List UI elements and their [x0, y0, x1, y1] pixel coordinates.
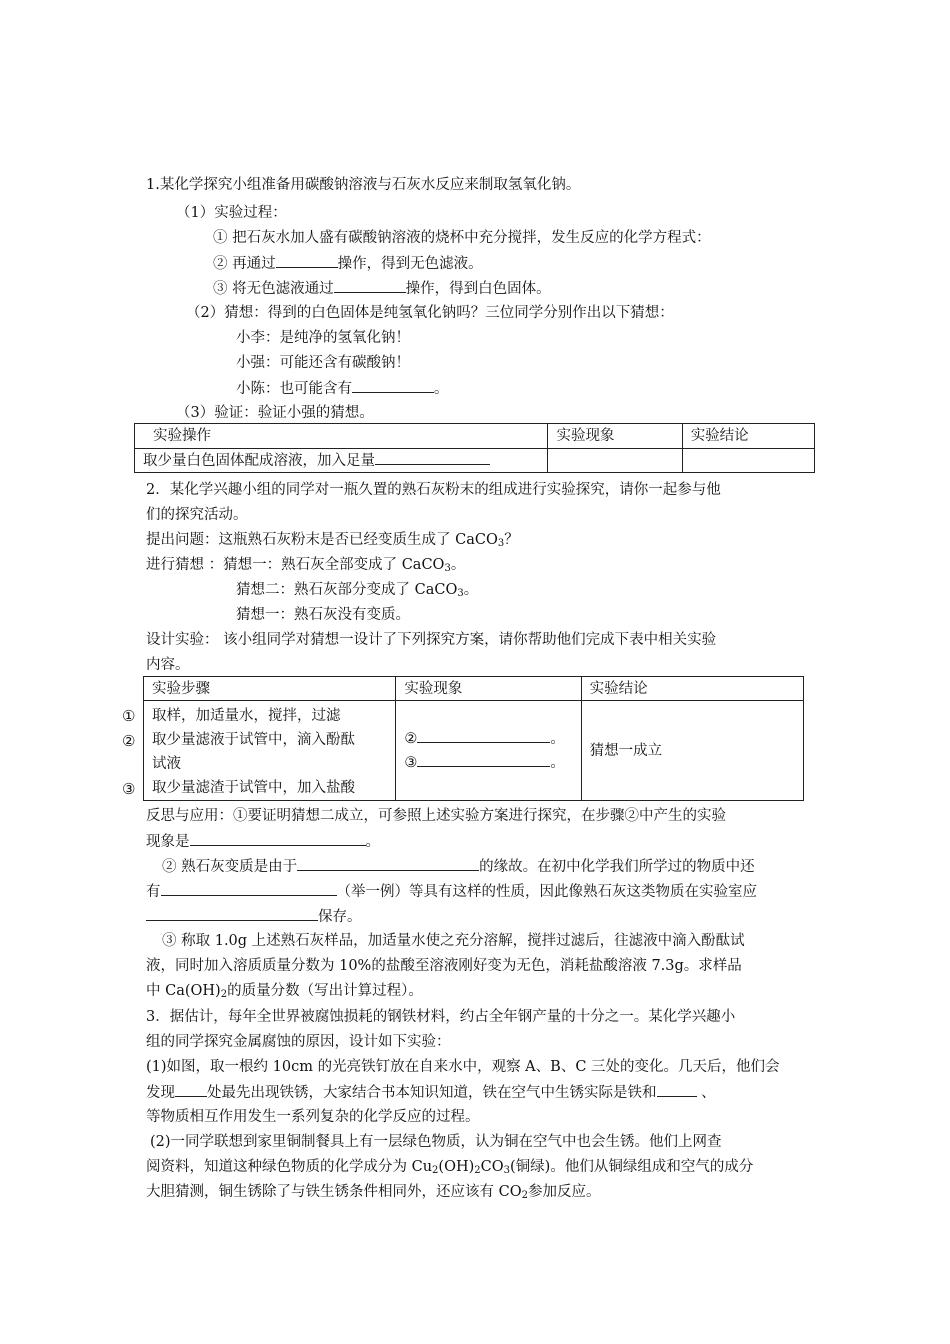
q2-r3-sub: 2	[220, 989, 228, 1000]
q2-question-mark: ？	[504, 532, 519, 548]
q2-guess2	[236, 580, 478, 604]
q2-reflect-line1: 反思与应用：①要证明猜想二成立，可参照上述实验方案进行探究，在步骤②中产生的实验	[146, 808, 726, 824]
q2-table-steps-cell	[144, 701, 396, 801]
q2-phenomenon-num-2: ②	[404, 730, 418, 747]
q1-step3	[213, 278, 551, 299]
q3-part2-line1: (2)一同学联想到家里铜制餐具上有一层绿色物质，认为铜在空气中也会生锈。他们上网查	[150, 1134, 722, 1150]
q3-p2-sub-b: 2	[474, 1165, 481, 1176]
q1-step1: ① 把石灰水加人盛有碳酸钠溶液的烧杯中充分搅拌，发生反应的化学方程式：	[213, 230, 711, 246]
q2-table-header-conclusion: 实验结论	[581, 677, 803, 701]
q2-r2-text-b: 的缘故。在初中化学我们所学过的物质中还	[479, 859, 755, 875]
q1-table-header-conclusion: 实验结论	[682, 424, 814, 449]
q2-r2-blank-2[interactable]	[161, 881, 337, 896]
q3-intro-line1: 3．据估计，每年全世界被腐蚀损耗的钢铁材料，约占全年钢产量的十分之一。某化学兴趣小	[146, 1009, 736, 1025]
q2-phenomenon-num-3: ③	[404, 754, 418, 771]
q3-p2-sub-c: 3	[503, 1165, 511, 1176]
q2-table-conclusion-cell: 猜想一成立	[581, 701, 803, 801]
q2-phenomenon-blank-2[interactable]	[417, 728, 550, 743]
q2-r2-text-e: 保存。	[318, 909, 362, 925]
q2-r3-line3	[146, 981, 423, 1005]
q3-p2-sub-d: 2	[521, 1190, 528, 1201]
q2-step-1: 取样，加适量水，搅拌，过滤	[152, 708, 341, 724]
q3-intro-line2: 组的同学探究金属腐蚀的原因，设计如下实验：	[146, 1034, 451, 1050]
q3-p2-text-d: (铜绿)。他们从铜绿组成和空气的成分	[510, 1159, 754, 1175]
q1-chen-blank[interactable]	[352, 378, 434, 393]
q3-part1-line2	[146, 1082, 716, 1103]
q2-r2-blank-3[interactable]	[146, 906, 318, 921]
q2-guess1-text: 进行猜想 ：猜想一：熟石灰全部变成了 CaCO	[146, 557, 445, 573]
q2-guess2-text: 猜想二：熟石灰部分变成了 CaCO	[236, 582, 458, 598]
q2-intro-line2: 们的探究活动。	[146, 507, 248, 523]
q2-phenomenon-line-2	[404, 727, 572, 751]
q2-reflect2-text: 现象是	[146, 834, 190, 850]
q2-step-number-3: ③	[122, 780, 136, 798]
q2-reflect-blank[interactable]	[190, 831, 366, 846]
q3-p2-text-f: 参加反应。	[527, 1184, 601, 1200]
q1-table-row-conclusion[interactable]	[682, 449, 814, 473]
q3-p1-text-b: 处最先出现铁锈，大家结合书本知识知道，铁在空气中生锈实际是铁和	[207, 1085, 657, 1101]
q2-phenomenon-line-3	[404, 751, 572, 775]
q1-step2-text-b: 操作，得到无色滤液。	[337, 256, 483, 272]
q1-step3-blank[interactable]	[334, 278, 406, 293]
q2-design-line2: 内容。	[146, 657, 190, 673]
q2-reflect2-end: 。	[365, 834, 380, 850]
q1-guess-li: 小李：是纯净的氢氧化钠！	[236, 330, 410, 346]
q1-guess-qiang: 小强：可能还含有碳酸钠！	[236, 355, 410, 371]
q2-question-sub: 3	[497, 538, 505, 549]
q3-p1-text-a: 发现	[146, 1085, 175, 1101]
q2-r3-line1: ③ 称取 1.0g 上述熟石灰样品，加适量水使之充分溶解，搅拌过滤后，往滤液中滴入酚酞试	[162, 933, 745, 949]
q2-question	[146, 530, 519, 554]
q1-step2	[213, 253, 483, 274]
q2-guess1-sub: 3	[444, 563, 451, 574]
q2-step-3: 取少量滤渣于试管中，加入盐酸	[152, 780, 355, 796]
q2-step-number-1: ①	[122, 707, 136, 725]
q2-phenomenon-dot-3: 。	[550, 754, 565, 771]
q2-r3-text-a: 中 Ca(OH)	[146, 983, 221, 999]
q3-part2-line2	[146, 1157, 753, 1181]
q2-r2-line1	[162, 856, 755, 877]
q2-r3-text-b: 的质量分数（写出计算过程）。	[227, 983, 423, 999]
q2-intro-line1: 2．某化学兴趣小组的同学对一瓶久置的熟石灰粉末的组成进行实验探究，请你一起参与他	[146, 482, 721, 498]
q1-table-blank[interactable]	[375, 450, 490, 465]
q1-part2-title: （2）猜想：得到的白色固体是纯氢氧化钠吗？三位同学分别作出以下猜想：	[186, 305, 674, 321]
q2-r2-text-a: ② 熟石灰变质是由于	[162, 859, 298, 875]
q2-guess3: 猜想一：熟石灰没有变质。	[236, 607, 410, 623]
q2-r2-line2	[146, 881, 757, 902]
q2-phenomenon-dot-2: 。	[550, 730, 565, 747]
q2-design-line1: 设计实验： 该小组同学对猜想一设计了下列探究方案，请你帮助他们完成下表中相关实验	[146, 632, 717, 648]
q3-p1-blank-2[interactable]	[657, 1082, 697, 1097]
q2-table-header-phenomenon: 实验现象	[396, 677, 581, 701]
q2-guess2-end: 。	[463, 582, 479, 598]
q3-part1-line3: 等物质相互作用发生一系列复杂的化学反应的过程。	[146, 1109, 480, 1125]
q2-r3-line2: 液，同时加入溶质质量分数为 10%的盐酸至溶液刚好变为无色，消耗盐酸溶液 7.3g。求样品	[146, 958, 742, 974]
q1-step2-text-a: ② 再通过	[213, 256, 276, 272]
q3-p2-text-a: 阅资料，知道这种绿色物质的化学成分为 Cu	[146, 1159, 433, 1175]
q1-guess-chen	[236, 378, 449, 399]
q1-chen-text-b: 。	[434, 381, 449, 397]
q2-guess1-end: 。	[450, 557, 466, 573]
q3-p2-sub-a: 2	[432, 1165, 439, 1176]
q2-r2-blank-1[interactable]	[297, 856, 479, 871]
q3-part2-line3	[146, 1182, 600, 1206]
q2-reflect-line2	[146, 831, 380, 852]
q2-guess1	[146, 555, 465, 579]
q2-step-2b: 试液	[152, 756, 181, 772]
q2-r2-line3	[146, 906, 362, 927]
q3-p2-text-c: CO	[480, 1159, 504, 1175]
q1-table-row-text: 取少量白色固体配成溶液，加入足量	[143, 453, 375, 469]
q3-p2-text-b: (OH)	[438, 1159, 475, 1175]
q1-table-header-phenomenon: 实验现象	[548, 424, 682, 449]
q1-part1-title: （1）实验过程：	[176, 205, 287, 221]
q2-r2-text-c: 有	[146, 884, 161, 900]
q2-step-2a: 取少量滤液于试管中，滴入酚酞	[152, 732, 355, 748]
q1-table-row-operation	[135, 449, 548, 473]
q3-part1-line1: (1)如图，取一根约 10cm 的光亮铁钉放在自来水中，观察 A、B、C 三处的变化。几天后，他们会	[146, 1059, 780, 1075]
q2-question-text: 提出问题：这瓶熟石灰粉末是否已经变质生成了 CaCO	[146, 532, 498, 548]
q1-part3-title: （3）验证：验证小强的猜想。	[176, 405, 374, 421]
q3-p1-text-c: 、	[696, 1085, 716, 1101]
q2-r2-text-d: （举一例）等具有这样的性质，因此像熟石灰这类物质在实验室应	[336, 884, 757, 900]
q1-step3-text-a: ③ 将无色滤液通过	[213, 281, 334, 297]
q2-step-number-2: ②	[122, 732, 136, 750]
q1-intro: 1.某化学探究小组准备用碳酸钠溶液与石灰水反应来制取氢氧化钠。	[146, 177, 581, 193]
q1-verify-table	[134, 423, 815, 473]
q2-guess2-sub: 3	[457, 588, 464, 599]
q2-experiment-table	[143, 676, 804, 801]
q1-step2-blank[interactable]	[276, 253, 338, 268]
q1-step3-text-b: 操作，得到白色固体。	[405, 281, 551, 297]
q2-table-header-steps: 实验步骤	[144, 677, 396, 701]
q2-table-phenomenon-cell	[396, 701, 581, 801]
q1-table-row-phenomenon[interactable]	[548, 449, 682, 473]
q3-p1-blank-1[interactable]	[175, 1082, 207, 1097]
q1-table-header-operation: 实验操作	[135, 424, 548, 449]
q2-phenomenon-blank-3[interactable]	[417, 752, 550, 767]
q3-p2-text-e: 大胆猜测，铜生锈除了与铁生锈条件相同外，还应该有 CO	[146, 1184, 522, 1200]
q1-chen-text-a: 小陈：也可能含有	[236, 381, 352, 397]
